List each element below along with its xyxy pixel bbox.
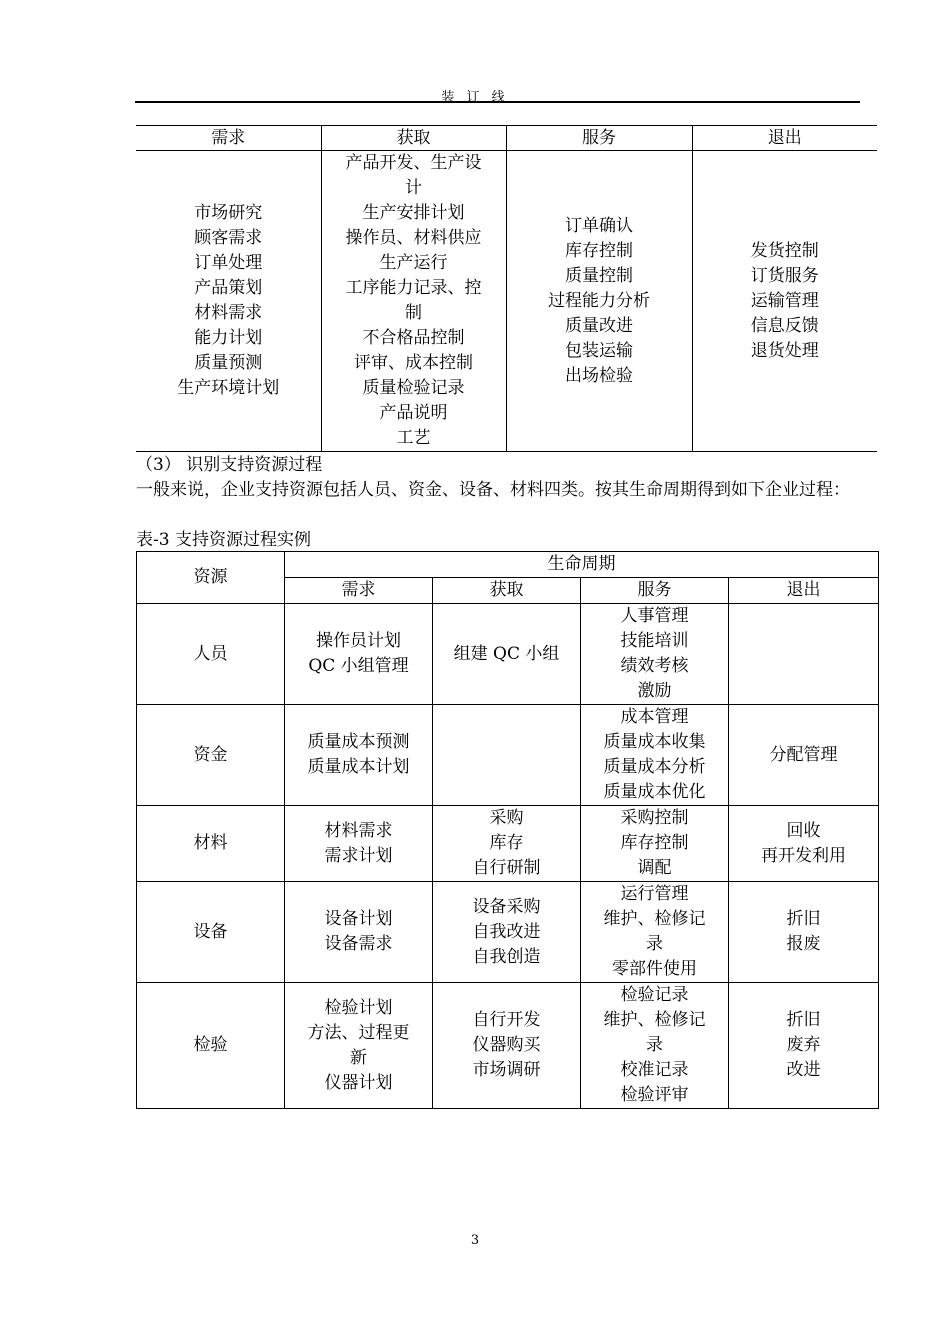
- support-resource-table: [136, 551, 879, 1109]
- table-row: [137, 806, 879, 882]
- table-cell: 检验记录 维护、检修记 录 校准记录 检验评审: [581, 983, 729, 1109]
- table-row: [137, 604, 879, 705]
- table-cell: 自行开发 仪器购买 市场调研: [433, 983, 581, 1109]
- table-row: [137, 882, 879, 983]
- table-cell: [433, 705, 581, 806]
- table-cell: 操作员计划 QC 小组管理: [285, 604, 433, 705]
- binding-line-label: 装 订 线: [441, 90, 509, 105]
- resource-cell: 材料: [137, 806, 285, 882]
- column-header: 需求: [136, 126, 321, 151]
- table-cell: 产品开发、生产设 计 生产安排计划 操作员、材料供应 生产运行 工序能力记录、控 制 不合格品控制 评审、成本控制 质量检验记录 产品说明 工艺: [321, 151, 506, 452]
- table-cell: 检验计划 方法、过程更 新 仪器计划: [285, 983, 433, 1109]
- table-cell: 发货控制 订货服务 运输管理 信息反馈 退货处理: [692, 151, 877, 452]
- table-cell: 组建 QC 小组: [433, 604, 581, 705]
- table-cell: [729, 604, 879, 705]
- table-caption: 表-3 支持资源过程实例: [136, 530, 311, 550]
- table-cell: 回收 再开发利用: [729, 806, 879, 882]
- table-cell: 折旧 报废: [729, 882, 879, 983]
- table-cell: 分配管理: [729, 705, 879, 806]
- table-cell: 设备计划 设备需求: [285, 882, 433, 983]
- resource-cell: 检验: [137, 983, 285, 1109]
- resource-cell: 资金: [137, 705, 285, 806]
- column-header: 获取: [433, 578, 581, 604]
- table-row: [136, 151, 877, 452]
- table-cell: 人事管理 技能培训 绩效考核 激励: [581, 604, 729, 705]
- lifecycle-header: 生命周期: [285, 552, 879, 578]
- table-cell: 采购 库存 自行研制: [433, 806, 581, 882]
- column-header: 服务: [506, 126, 692, 151]
- resource-header: 资源: [137, 552, 285, 604]
- table-cell: 材料需求 需求计划: [285, 806, 433, 882]
- table-header-row: [137, 552, 879, 578]
- table-header-row: [136, 126, 877, 151]
- header-rule: [135, 101, 860, 103]
- table-cell: 运行管理 维护、检修记 录 零部件使用: [581, 882, 729, 983]
- resource-cell: 人员: [137, 604, 285, 705]
- table-row: [137, 983, 879, 1109]
- table-cell: 采购控制 库存控制 调配: [581, 806, 729, 882]
- table-cell: 成本管理 质量成本收集 质量成本分析 质量成本优化: [581, 705, 729, 806]
- table-cell: 质量成本预测 质量成本计划: [285, 705, 433, 806]
- section-heading: （3） 识别支持资源过程: [136, 455, 323, 475]
- table-cell: 设备采购 自我改进 自我创造: [433, 882, 581, 983]
- body-paragraph: 一般来说，企业支持资源包括人员、资金、设备、材料四类。按其生命周期得到如下企业过程：: [136, 480, 850, 500]
- column-header: 需求: [285, 578, 433, 604]
- resource-cell: 设备: [137, 882, 285, 983]
- column-header: 退出: [729, 578, 879, 604]
- process-table: [136, 125, 877, 452]
- table-row: [137, 705, 879, 806]
- table-cell: 折旧 废弃 改进: [729, 983, 879, 1109]
- table-cell: 订单确认 库存控制 质量控制 过程能力分析 质量改进 包装运输 出场检验: [506, 151, 692, 452]
- column-header: 获取: [321, 126, 506, 151]
- column-header: 退出: [692, 126, 877, 151]
- page-number: 3: [470, 1233, 480, 1248]
- table-cell: 市场研究 顾客需求 订单处理 产品策划 材料需求 能力计划 质量预测 生产环境计划: [136, 151, 321, 452]
- column-header: 服务: [581, 578, 729, 604]
